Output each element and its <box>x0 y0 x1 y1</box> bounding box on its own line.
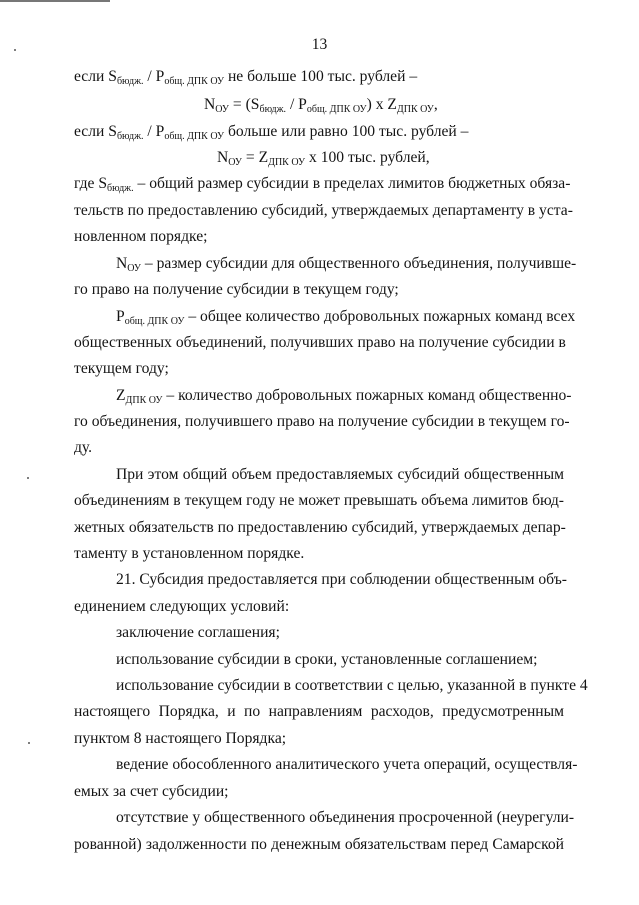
definition-s-line: где $S_{бюдж.}$ – общий размер субсидии в пределах лимитов бюджетных обяза- <box>74 175 571 194</box>
scan-speck <box>28 742 30 744</box>
clause-21-line: единением следующих условий: <box>74 598 290 615</box>
scan-edge-mark <box>0 0 110 2</box>
condition-item: заключение соглашения; <box>116 624 280 641</box>
condition-item: емых за счет субсидии; <box>74 783 229 800</box>
condition-item: рованной) задолженности по денежным обязательствам перед Самарской <box>74 836 564 853</box>
clause-21-line: 21. Субсидия предоставляется при соблюдении общественным объ- <box>116 571 567 588</box>
paragraph-line: таменту в установленном порядке. <box>74 545 305 562</box>
formula-condition-2: если $S_{бюдж.} / P_{общ. ДПК ОУ}$ больше или равно 100 тыс. рублей – <box>74 123 469 142</box>
definition-n-line: го право на получение субсидии в текущем году; <box>74 281 399 298</box>
definition-s-line: новленном порядке; <box>74 228 208 245</box>
definition-z-line: го объединения, получившего право на получение субсидии в текущем го- <box>74 413 570 430</box>
scan-speck <box>27 477 29 479</box>
condition-item: пунктом 8 настоящего Порядка; <box>74 730 287 747</box>
paragraph-line: объединениям в текущем году не может превышать объема лимитов бюд- <box>74 492 564 509</box>
condition-item: ведение обособленного аналитического учета операций, осуществля- <box>116 756 578 773</box>
paragraph-line: жетных обязательств по предоставлению субсидий, утверждаемых депар- <box>74 519 566 536</box>
condition-item: настоящего Порядка, и по направлениям расходов, предусмотренным <box>74 703 564 720</box>
definition-z-line: $Z_{ДПК ОУ}$ – количество добровольных пожарных команд общественно- <box>116 387 572 406</box>
definition-p-line: текущем году; <box>74 360 169 377</box>
definition-p-line: $P_{общ. ДПК ОУ}$ – общее количество добровольных пожарных команд всех <box>116 308 576 327</box>
formula-condition-1: если $S_{бюдж.} / P_{общ. ДПК ОУ}$ не больше 100 тыс. рублей – <box>74 68 418 87</box>
condition-item: использование субсидии в сроки, установленные соглашением; <box>116 651 538 668</box>
page-number: 13 <box>311 36 328 53</box>
definition-p-line: общественных объединений, получивших право на получение субсидии в <box>74 334 566 351</box>
definition-s-line: тельств по предоставлению субсидий, утверждаемых департаменту в уста- <box>74 202 573 219</box>
condition-item: отсутствие у общественного объединения просроченной (неурегули- <box>116 809 575 826</box>
definition-n-line: $N_{ОУ}$ – размер субсидии для общественного объединения, получивше- <box>116 255 577 274</box>
condition-item: использование субсидии в соответствии с целью, указанной в пункте 4 <box>116 677 588 694</box>
formula-2: $N_{ОУ} = Z_{ДПК ОУ}$ x 100 тыс. рублей, <box>217 149 430 168</box>
paragraph-line: При этом общий объем предоставляемых субсидий общественным <box>116 466 564 483</box>
formula-1: $N_{ОУ} = (S_{бюдж.} / P_{общ. ДПК ОУ})$ x $Z_{ДПК ОУ}$, <box>204 96 438 115</box>
definition-z-line: ду. <box>74 439 93 456</box>
